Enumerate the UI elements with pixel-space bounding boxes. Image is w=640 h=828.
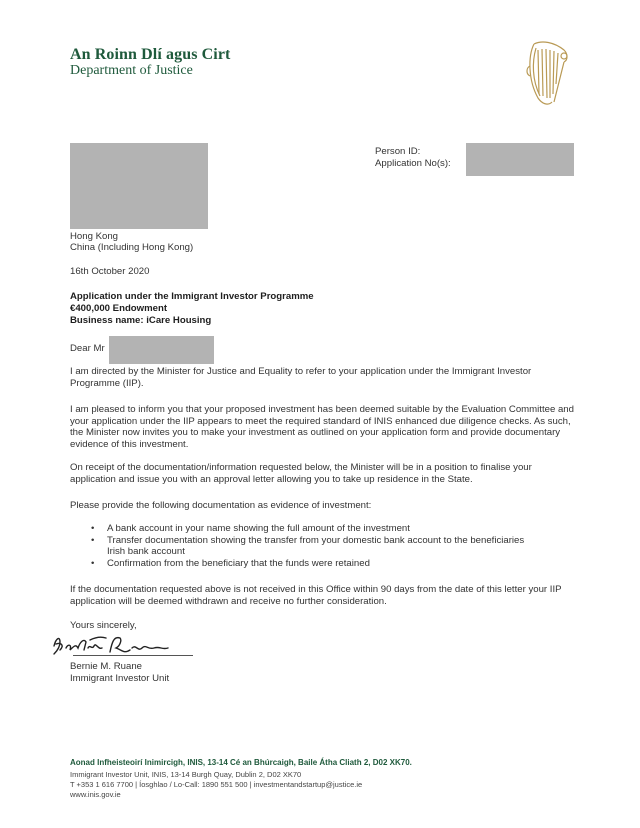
signature-line: [73, 655, 193, 656]
application-no-label: Application No(s):: [375, 158, 451, 169]
subject-line-2: €400,000 Endowment: [70, 303, 168, 314]
address-line-2: China (Including Hong Kong): [70, 242, 194, 253]
paragraph-5: If the documentation requested above is not received in this Office within 90 days from the date of this letter your IIP application will be deemed withdrawn and receive no further consideration.: [70, 584, 562, 607]
signature-icon: [50, 628, 200, 662]
letter-date: 16th October 2020: [70, 266, 150, 277]
bullet-icon: •: [91, 534, 95, 546]
list-item: • Transfer documentation showing the transfer from your domestic bank account to the beneficiaries Irish bank account: [91, 534, 525, 558]
department-name-english: Department of Justice: [70, 63, 193, 78]
redacted-addressee-name: [109, 336, 214, 364]
footer-website: www.inis.gov.ie: [70, 790, 121, 799]
redacted-id-numbers: [466, 143, 574, 176]
person-id-label: Person ID:: [375, 146, 421, 157]
harp-emblem-icon: [524, 36, 572, 108]
bullet-icon: •: [91, 523, 95, 534]
subject-line-3: Business name: iCare Housing: [70, 315, 212, 326]
subject-line-1: Application under the Immigrant Investor Programme: [70, 291, 314, 302]
footer-contact: T +353 1 616 7700 | Íosghlao / Lo-Call: 1890 551 500 | investmentandstartup@justice.ie: [70, 780, 363, 789]
evidence-list: [91, 523, 537, 569]
paragraph-4: Please provide the following documentation as evidence of investment:: [70, 500, 372, 511]
department-name-irish: An Roinn Dlí agus Cirt: [70, 46, 231, 63]
signer-unit: Immigrant Investor Unit: [70, 673, 170, 684]
paragraph-1: I am directed by the Minister for Justice and Equality to refer to your application under the Immigrant Investor Programme (IIP).: [70, 366, 532, 389]
valediction: Yours sincerely,: [70, 620, 137, 631]
footer-english-address: Immigrant Investor Unit, INIS, 13-14 Burgh Quay, Dublin 2, D02 XK70: [70, 770, 302, 779]
list-item: • Confirmation from the beneficiary that the funds were retained: [91, 557, 370, 569]
address-line-1: Hong Kong: [70, 231, 119, 242]
salutation: Dear Mr: [70, 343, 105, 354]
footer-irish-address: Aonad Infheisteoirí Inimircigh, INIS, 13-14 Cé an Bhúrcaigh, Baile Átha Cliath 2, D02 XK70.: [70, 758, 412, 767]
redacted-recipient-name: [70, 143, 208, 229]
signer-name: Bernie M. Ruane: [70, 661, 142, 672]
list-item: • A bank account in your name showing the full amount of the investment: [91, 523, 410, 534]
paragraph-3: On receipt of the documentation/information requested below, the Minister will be in a position to finalise your application and issue you with an approval letter allowing you to take up residence in the State.: [70, 462, 532, 485]
bullet-icon: •: [91, 557, 95, 569]
paragraph-2: I am pleased to inform you that your proposed investment has been deemed suitable by the Evaluation Committee and your application under the IIP appears to meet the required standard of INIS enhanced due diligence checks. As such, the Minister now invites you to make your investment as outlined on your application form and provide documentary evidence of this investment.: [70, 404, 574, 450]
